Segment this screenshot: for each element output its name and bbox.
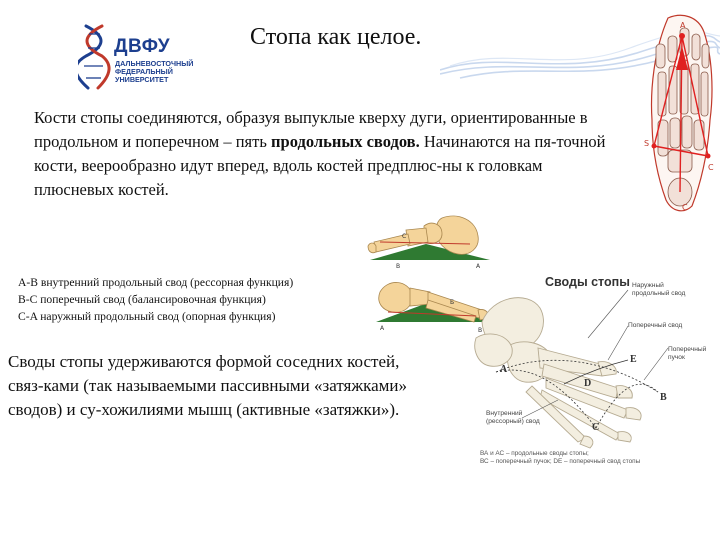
caption-line-1: ВА и АС – продольные своды стопы; xyxy=(480,450,589,457)
intro-paragraph xyxy=(34,106,624,202)
side-lower-label-b: Б xyxy=(450,299,455,306)
dna-helix-icon xyxy=(78,22,112,94)
foot-side-view-upper xyxy=(366,212,494,270)
side-upper-label-c: С xyxy=(402,233,407,240)
label-transverse-bundle: Поперечный пучок xyxy=(668,346,707,361)
foot-top-label-s: S xyxy=(644,139,650,148)
legend-item-ab: A-B внутренний продольный свод (рессорная функция) xyxy=(18,276,294,289)
point-b: B xyxy=(660,392,667,403)
diagram-caption xyxy=(480,450,720,466)
side-upper-label-b: В xyxy=(396,263,401,270)
point-c: C xyxy=(592,422,600,433)
side-upper-label-a: А xyxy=(476,263,481,270)
intro-text-part2: Начинаются на пя-точной кости, веерообразно идут вперед, вдоль костей предплюс-ны к головкам плюсневых костей. xyxy=(34,132,606,199)
university-logo xyxy=(78,22,194,94)
label-inner-arch: Внутренний (рессорный) свод xyxy=(486,410,540,425)
logo-university-name: ДАЛЬНЕВОСТОЧНЫЙ ФЕДЕРАЛЬНЫЙ УНИВЕРСИТЕТ xyxy=(115,59,194,85)
arches-legend xyxy=(18,274,363,325)
point-d: D xyxy=(584,378,592,389)
side-lower-label-a: А xyxy=(380,325,385,332)
label-outer-arch: Наружный продольный свод xyxy=(632,282,686,297)
logo-abbreviation: ДВФУ xyxy=(114,36,171,57)
label-transverse-arch: Поперечный свод xyxy=(628,322,683,329)
intro-text-part1: Кости стопы соединяются, образуя выпуклые кверху дуги, ориентированные в продольном и поперечном – пять xyxy=(34,108,588,151)
foot-top-label-a: А xyxy=(680,21,686,30)
legend-item-bc: B-C поперечный свод (балансировочная функция) xyxy=(18,293,266,306)
caption-line-2: ВС – поперечный пучок; DE – поперечный свод стопы xyxy=(480,458,641,465)
point-a: A xyxy=(500,364,508,375)
diagram-title: Своды стопы xyxy=(545,275,630,289)
closing-paragraph: Своды стопы удерживаются формой соседних костей, связ-ками (так называемыми пассивными «затяжками» сводов) и су-хожилиями мышц (активные «затяжки»). xyxy=(8,352,407,419)
point-e: E xyxy=(630,354,637,365)
legend-item-ca: C-A наружный продольный свод (опорная функция) xyxy=(18,310,276,323)
foot-top-view-illustration xyxy=(642,10,718,214)
intro-bold-term: продольных сводов. xyxy=(271,132,420,151)
foot-top-label-c: C xyxy=(708,163,714,172)
slide-title: Стопа как целое. xyxy=(250,24,422,50)
foot-top-label-c2: C xyxy=(682,203,688,212)
side-lower-label-v: В xyxy=(478,327,483,334)
